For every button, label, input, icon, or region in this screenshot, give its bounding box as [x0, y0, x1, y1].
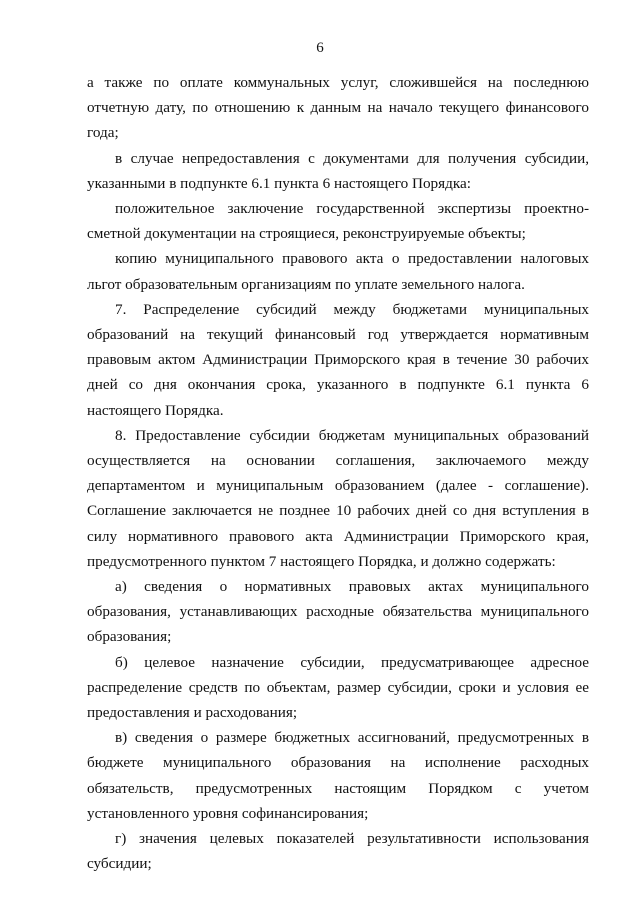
paragraph-subitem-b: б) целевое назначение субсидии, предусматривающее адресное распределение средств по объектам, размер субсидии, сроки и условия ее предоставления и расходования;	[87, 653, 589, 722]
paragraph-continuation: а также по оплате коммунальных услуг, сложившейся на последнюю отчетную дату, по отношению к данным на начало текущего финансового года;	[87, 74, 589, 142]
page-number: 6	[316, 40, 324, 56]
paragraph-documents-condition: в случае непредоставления с документами для получения субсидии, указанными в подпункте 6.1 пункта 6 настоящего Порядка:	[87, 149, 589, 192]
paragraph-item-7: 7. Распределение субсидий между бюджетами муниципальных образований на текущий финансовый год утверждается нормативным правовым актом Администрации Приморского края в течение 30 рабочих дней со дня окончания срока, указанного в подпункте 6.1 пункта 6 настоящего Порядка.	[87, 300, 589, 419]
paragraph-expertise-conclusion: положительное заключение государственной экспертизы проектно-сметной документации на строящиеся, реконструируемые объекты;	[87, 200, 589, 243]
document-body	[87, 70, 589, 877]
paragraph-tax-benefit-act: копию муниципального правового акта о предоставлении налоговых льгот образовательным организациям по уплате земельного налога.	[87, 250, 589, 293]
paragraph-subitem-a: а) сведения о нормативных правовых актах муниципального образования, устанавливающих расходные обязательства муниципального образования;	[87, 578, 589, 646]
paragraph-subitem-v: в) сведения о размере бюджетных ассигнований, предусмотренных в бюджете муниципального образования на исполнение расходных обязательств, предусмотренных настоящим Порядком с учетом установленного уровня софинансирования;	[87, 729, 589, 822]
paragraph-subitem-g: г) значения целевых показателей результативности использования субсидии;	[87, 830, 589, 873]
paragraph-item-8: 8. Предоставление субсидии бюджетам муниципальных образований осуществляется на основании соглашения, заключаемого между департаментом и муниципальным образованием (далее - соглашение). Соглашение заключается не позднее 10 рабочих дней со дня вступления в силу нормативного правового акта Администрации Приморского края, предусмотренного пунктом 7 настоящего Порядка, и должно содержать:	[87, 426, 589, 570]
